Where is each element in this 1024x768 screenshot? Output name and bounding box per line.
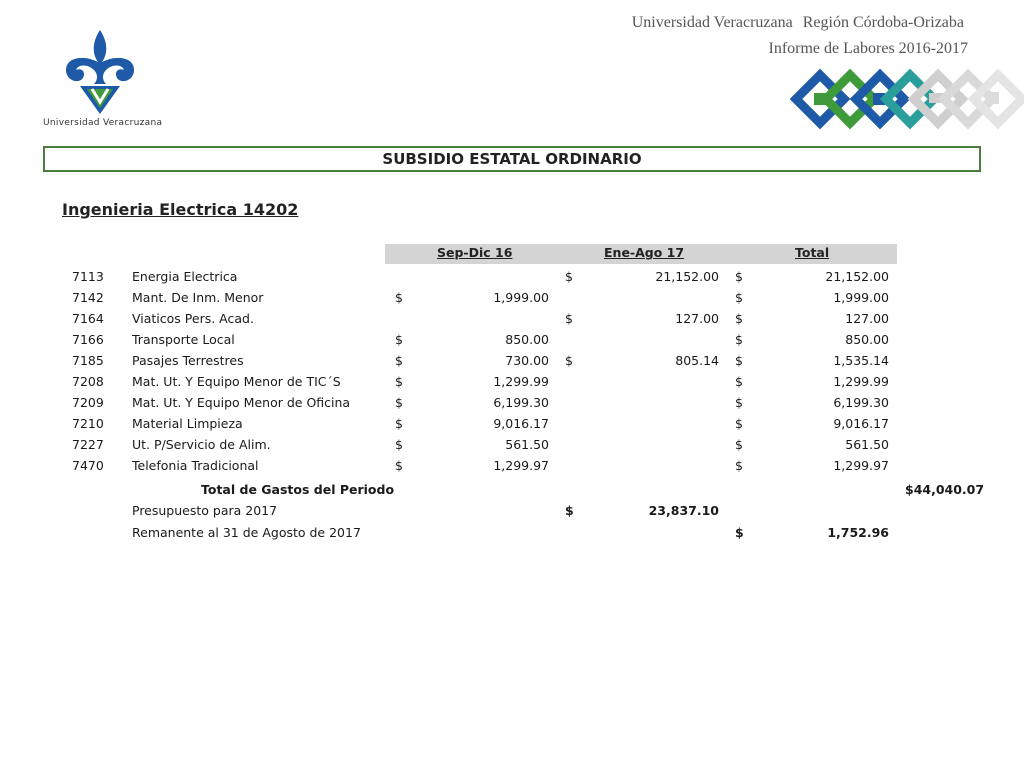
total-value: 1,999.00 xyxy=(833,290,889,305)
table-row xyxy=(43,266,985,287)
currency-symbol: $ xyxy=(735,437,743,452)
currency-symbol: $ xyxy=(735,458,743,473)
row-code: 7113 xyxy=(72,269,104,284)
currency-symbol: $ xyxy=(395,437,403,452)
row-code: 7185 xyxy=(72,353,104,368)
ene-ago-value: 21,152.00 xyxy=(655,269,719,284)
row-code: 7164 xyxy=(72,311,104,326)
total-value: 1,535.14 xyxy=(833,353,889,368)
currency-symbol: $ xyxy=(565,353,573,368)
total-value: 1,299.97 xyxy=(833,458,889,473)
remaining-label: Remanente al 31 de Agosto de 2017 xyxy=(132,525,361,540)
row-description: Viaticos Pers. Acad. xyxy=(132,311,254,326)
row-description: Energia Electrica xyxy=(132,269,238,284)
sep-dic-value: 1,299.99 xyxy=(493,374,549,389)
currency-symbol: $ xyxy=(565,311,573,326)
currency-symbol: $ xyxy=(565,269,573,284)
grand-total-value: $44,040.07 xyxy=(905,482,985,497)
budget-row xyxy=(43,500,985,521)
currency-symbol: $ xyxy=(395,290,403,305)
row-code: 7209 xyxy=(72,395,104,410)
sep-dic-value: 561.50 xyxy=(505,437,549,452)
currency-symbol: $ xyxy=(735,395,743,410)
sheet-title: Ingenieria Electrica 14202 xyxy=(62,200,299,219)
informe-decorative-logo-icon xyxy=(790,62,1024,136)
total-value: 21,152.00 xyxy=(825,269,889,284)
currency-symbol: $ xyxy=(735,374,743,389)
uv-logo-caption: Universidad Veracruzana xyxy=(43,118,163,128)
table-row xyxy=(43,329,985,350)
currency-symbol: $ xyxy=(735,353,743,368)
header-line-1 xyxy=(632,14,964,32)
institution-name: Universidad Veracruzana xyxy=(631,14,793,31)
row-description: Transporte Local xyxy=(132,332,235,347)
row-code: 7166 xyxy=(72,332,104,347)
sep-dic-value: 850.00 xyxy=(505,332,549,347)
currency-symbol: $ xyxy=(395,395,403,410)
row-description: Material Limpieza xyxy=(132,416,243,431)
column-header-ene-ago: Ene-Ago 17 xyxy=(604,245,685,260)
table-row xyxy=(43,308,985,329)
remaining-value: 1,752.96 xyxy=(827,525,889,540)
row-description: Telefonia Tradicional xyxy=(132,458,259,473)
sep-dic-value: 9,016.17 xyxy=(493,416,549,431)
row-code: 7470 xyxy=(72,458,104,473)
currency-symbol: $ xyxy=(735,525,744,540)
total-value: 561.50 xyxy=(845,437,889,452)
remaining-row xyxy=(43,522,985,543)
currency-symbol: $ xyxy=(395,458,403,473)
column-header-total: Total xyxy=(795,245,830,260)
budget-label: Presupuesto para 2017 xyxy=(132,503,278,518)
total-value: 127.00 xyxy=(845,311,889,326)
table-row xyxy=(43,392,985,413)
ene-ago-value: 805.14 xyxy=(675,353,719,368)
sep-dic-value: 6,199.30 xyxy=(493,395,549,410)
currency-symbol: $ xyxy=(395,332,403,347)
currency-symbol: $ xyxy=(735,290,743,305)
row-description: Ut. P/Servicio de Alim. xyxy=(132,437,271,452)
report-name: Informe de Labores 2016-2017 xyxy=(768,40,968,57)
table-row xyxy=(43,350,985,371)
currency-symbol: $ xyxy=(735,269,743,284)
sep-dic-value: 1,299.97 xyxy=(493,458,549,473)
total-row xyxy=(43,479,985,500)
column-header-sep-dic: Sep-Dic 16 xyxy=(437,245,513,260)
currency-symbol: $ xyxy=(735,332,743,347)
currency-symbol: $ xyxy=(395,416,403,431)
currency-symbol: $ xyxy=(735,416,743,431)
row-description: Mant. De Inm. Menor xyxy=(132,290,264,305)
total-value: 6,199.30 xyxy=(833,395,889,410)
ene-ago-value: 127.00 xyxy=(675,311,719,326)
table-row xyxy=(43,455,985,476)
table-row xyxy=(43,287,985,308)
row-code: 7208 xyxy=(72,374,104,389)
uv-flame-logo-icon xyxy=(62,28,138,118)
row-description: Pasajes Terrestres xyxy=(132,353,244,368)
row-description: Mat. Ut. Y Equipo Menor de TIC´S xyxy=(132,374,341,389)
sep-dic-value: 730.00 xyxy=(505,353,549,368)
total-value: 9,016.17 xyxy=(833,416,889,431)
region-name: Región Córdoba-Orizaba xyxy=(802,14,964,31)
table-row xyxy=(43,434,985,455)
currency-symbol: $ xyxy=(395,353,403,368)
sep-dic-value: 1,999.00 xyxy=(493,290,549,305)
table-row xyxy=(43,413,985,434)
budget-table xyxy=(43,182,985,544)
total-label: Total de Gastos del Periodo xyxy=(201,482,395,497)
total-value: 1,299.99 xyxy=(833,374,889,389)
currency-symbol: $ xyxy=(565,503,574,518)
currency-symbol: $ xyxy=(395,374,403,389)
row-description: Mat. Ut. Y Equipo Menor de Oficina xyxy=(132,395,351,410)
row-code: 7142 xyxy=(72,290,104,305)
table-row xyxy=(43,371,985,392)
row-code: 7227 xyxy=(72,437,104,452)
row-code: 7210 xyxy=(72,416,104,431)
page-title: SUBSIDIO ESTATAL ORDINARIO xyxy=(43,146,981,172)
budget-value: 23,837.10 xyxy=(648,503,719,518)
total-value: 850.00 xyxy=(845,332,889,347)
currency-symbol: $ xyxy=(735,311,743,326)
